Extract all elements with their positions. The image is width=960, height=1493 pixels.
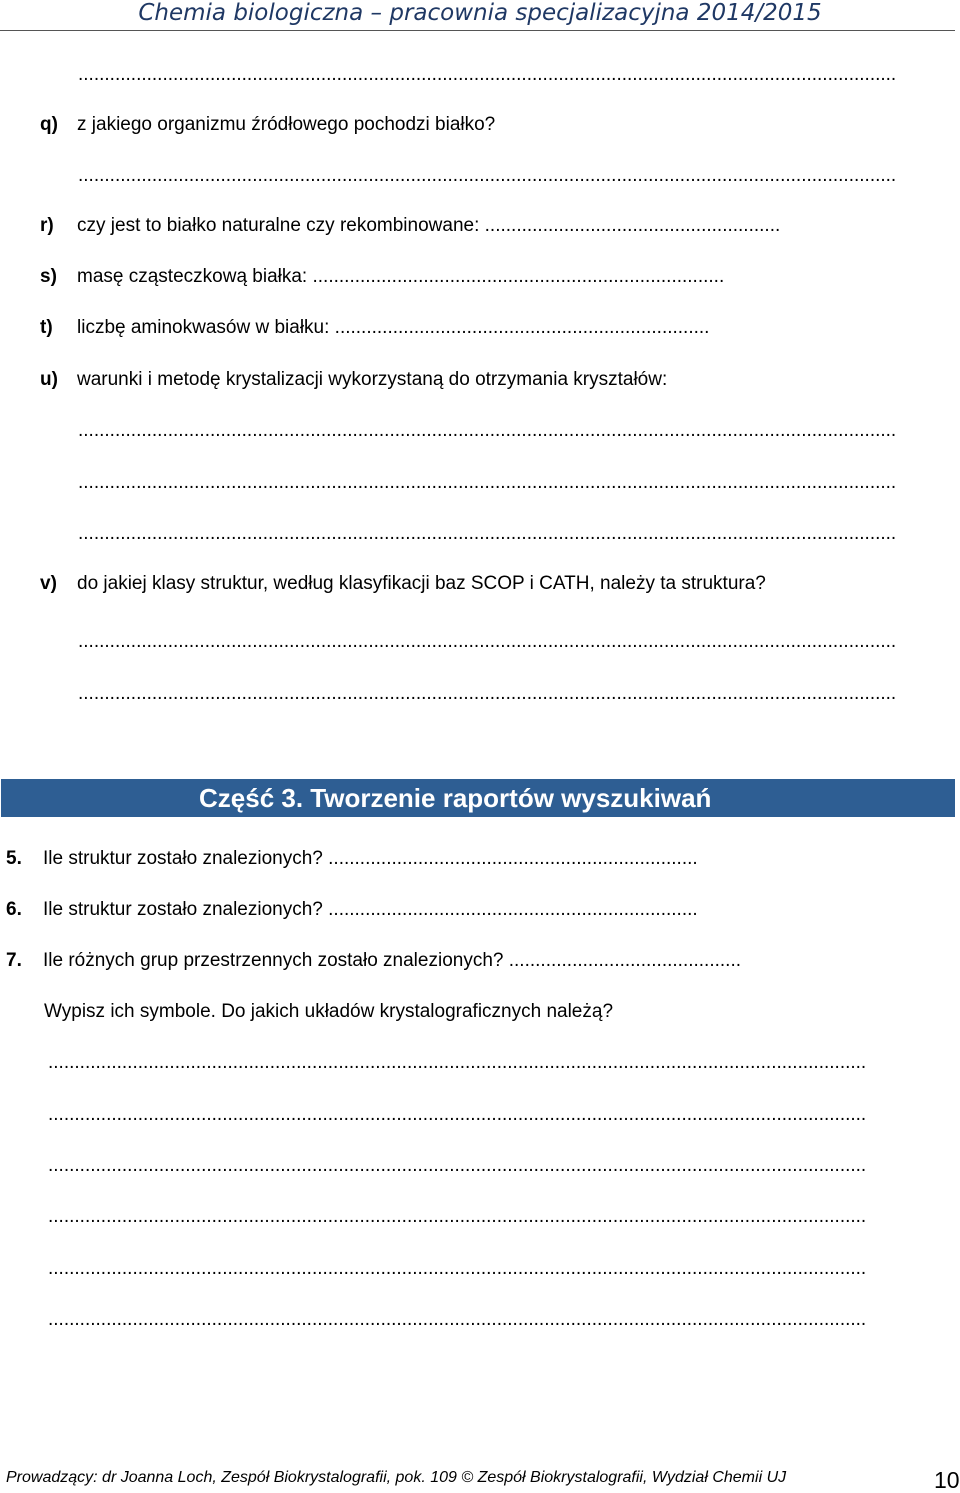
answer-line: ........................................................................................................................................................... — [48, 1206, 867, 1227]
answer-line: ........................................................................................................................................................... — [48, 1155, 867, 1176]
item-label: t) — [40, 317, 53, 338]
item-label: v) — [40, 573, 57, 594]
answer-line: ........................................................................................................................................................... — [78, 523, 897, 544]
answer-line: ........................................................................................................................................................... — [78, 683, 897, 704]
item-s — [40, 266, 935, 288]
item-label: r) — [40, 215, 54, 236]
answer-line: ........................................................................................................................................................... — [78, 64, 897, 85]
answer-line: ........................................................................................................................................................... — [78, 420, 897, 441]
item-u — [40, 369, 667, 391]
item-text: warunki i metodę krystalizacji wykorzystaną do otrzymania kryształów: — [77, 369, 668, 390]
question-5 — [6, 848, 950, 870]
question-text: Ile różnych grup przestrzennych zostało znalezionych? ............................................ — [43, 950, 742, 971]
item-label: s) — [40, 266, 57, 287]
item-text: masę cząsteczkową białka: .............................................................................. — [77, 266, 725, 287]
question-7 — [6, 950, 950, 972]
question-6 — [6, 899, 950, 921]
question-number: 7. — [6, 950, 22, 971]
page-header-title: Chemia biologiczna – pracownia specjalizacyjna 2014/2015 — [138, 0, 822, 26]
item-t — [40, 317, 935, 339]
question-text: Ile struktur zostało znalezionych? ...................................................................... — [43, 899, 698, 920]
answer-line: ........................................................................................................................................................... — [48, 1052, 867, 1073]
item-label: q) — [40, 114, 58, 135]
item-r — [40, 215, 935, 237]
answer-line: ........................................................................................................................................................... — [48, 1309, 867, 1330]
footer-text: Prowadzący: dr Joanna Loch, Zespół Biokrystalografii, pok. 109 © Zespół Biokrystalografii, Wydział Chemii UJ — [6, 1469, 787, 1486]
item-text: liczbę aminokwasów w białku: ....................................................................... — [77, 317, 710, 338]
section-title: Część 3. Tworzenie raportów wyszukiwań — [199, 783, 712, 813]
answer-line: ........................................................................................................................................................... — [78, 631, 897, 652]
instruction-text: Wypisz ich symbole. Do jakich układów krystalograficznych należą? — [44, 1001, 614, 1022]
item-label: u) — [40, 369, 58, 390]
page-number: 10 — [934, 1467, 960, 1493]
question-number: 6. — [6, 899, 22, 920]
section-heading — [1, 779, 955, 817]
answer-line: ........................................................................................................................................................... — [48, 1104, 867, 1125]
item-text: do jakiej klasy struktur, według klasyfikacji baz SCOP i CATH, należy ta struktura? — [77, 573, 766, 594]
answer-line: ........................................................................................................................................................... — [78, 165, 897, 186]
item-v — [40, 573, 766, 595]
item-text: z jakiego organizmu źródłowego pochodzi białko? — [77, 114, 496, 135]
question-text: Ile struktur zostało znalezionych? ...................................................................... — [43, 848, 698, 869]
answer-line: ........................................................................................................................................................... — [48, 1258, 867, 1279]
question-number: 5. — [6, 848, 22, 869]
header-rule — [0, 30, 955, 31]
answer-line: ........................................................................................................................................................... — [78, 472, 897, 493]
item-q — [40, 114, 495, 136]
item-text: czy jest to białko naturalne czy rekombinowane: ........................................................ — [77, 215, 781, 236]
